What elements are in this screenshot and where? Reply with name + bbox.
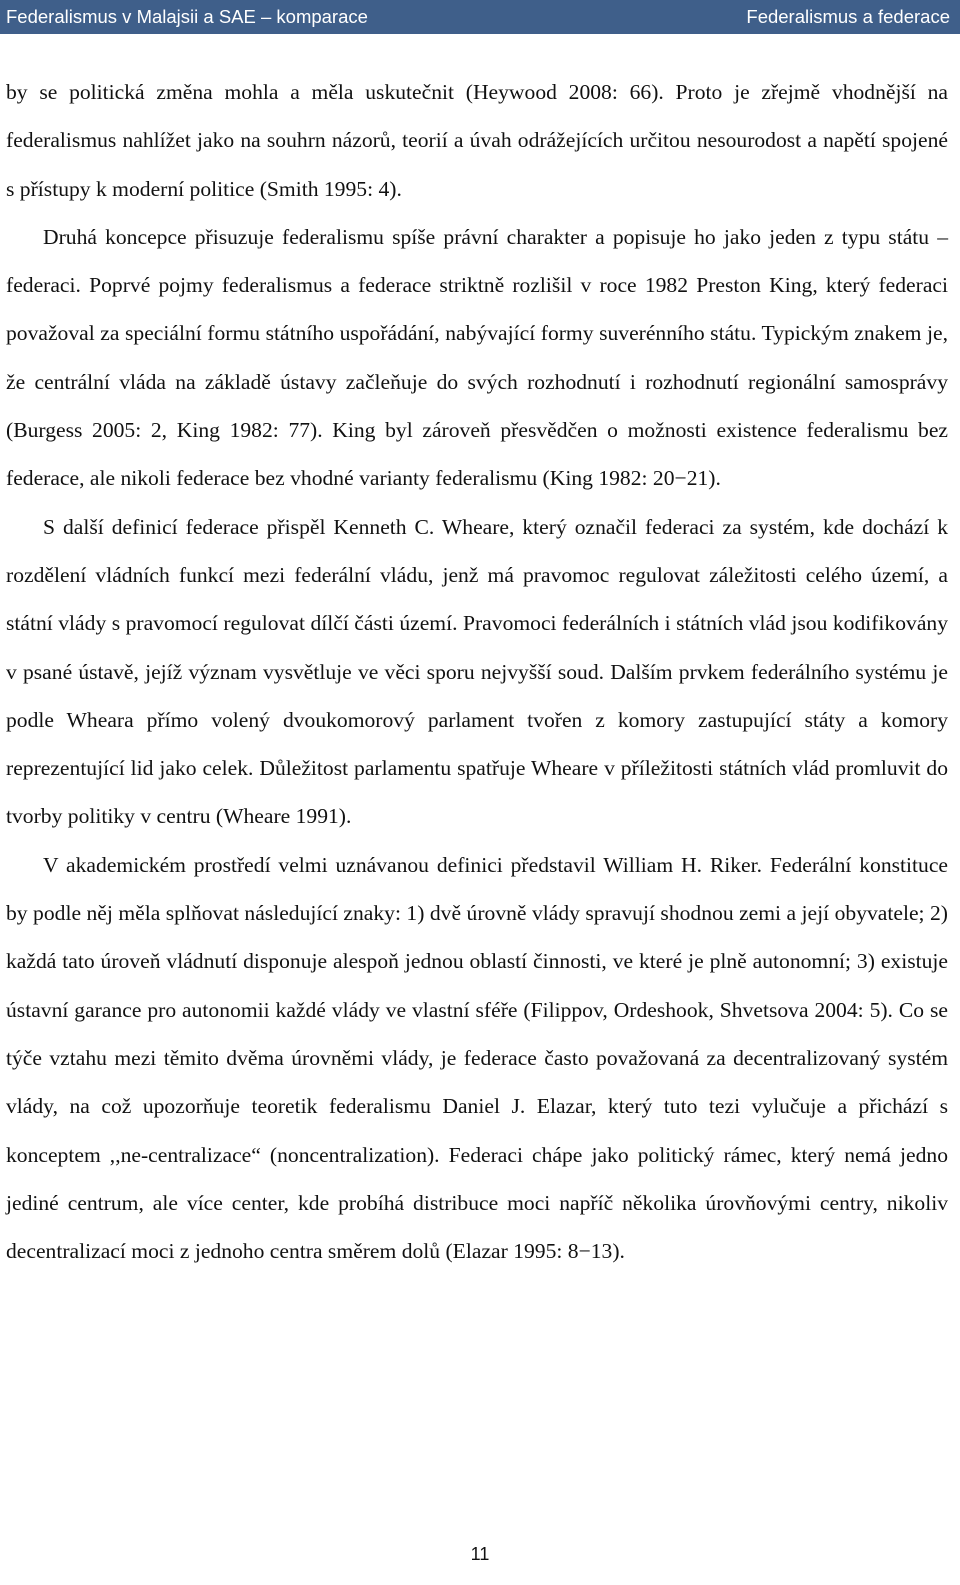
body-text — [6, 68, 948, 1275]
page-number: 11 — [470, 1544, 490, 1564]
header-right-title: Federalismus a federace — [746, 6, 950, 27]
header-left-title: Federalismus v Malajsii a SAE – komparace — [6, 6, 368, 27]
paragraph-4: V akademickém prostředí velmi uznávanou definici představil William H. Riker. Federální konstituce by podle něj měla splňovat následující znaky: 1) dvě úrovně vlády spravují shodnou zemi a její obyvatele; 2) každá tato úroveň vládnutí disponuje alespoň jednou oblastí činnosti, ve které je plně autonomní; 3) existuje ústavní garance pro autonomii každé vlády ve vlastní sféře (Filippov, Ordeshook, Shvetsova 2004: 5). Co se týče vztahu mezi těmito dvěma úrovněmi vlády, je federace často považovaná za decentralizovaný systém vlády, na což upozorňuje teoretik federalismu Daniel J. Elazar, který tuto tezi vylučuje a přichází s konceptem ,,ne-centralizace“ (noncentralization). Federaci chápe jako politický rámec, který nemá jedno jediné centrum, ale více center, kde probíhá distribuce moci napříč několika úrovňovými centry, nikoliv decentralizací moci z jednoho centra směrem dolů (Elazar 1995: 8−13). — [6, 852, 948, 1264]
paragraph-1: by se politická změna mohla a měla uskutečnit (Heywood 2008: 66). Proto je zřejmě vhodnější na federalismus nahlížet jako na souhrn názorů, teorií a úvah odrážejících určitou nesourodost a napětí spojené s přístupy k moderní politice (Smith 1995: 4). — [6, 80, 948, 201]
paragraph-3: S další definicí federace přispěl Kenneth C. Wheare, který označil federaci za systém, kde dochází k rozdělení vládních funkcí mezi federální vládu, jenž má pravomoc regulovat záležitosti celého území, a státní vlády s pravomocí regulovat dílčí části území. Pravomoci federálních i státních vlád jsou kodifikovány v psané ústavě, jejíž význam vysvětluje ve věci sporu nejvyšší soud. Dalším prvkem federálního systému je podle Wheara přímo volený dvoukomorový parlament tvořen z komory zastupující státy a komory reprezentující lid jako celek. Důležitost parlamentu spatřuje Wheare v příležitosti státních vlád promluvit do tvorby politiky v centru (Wheare 1991). — [6, 514, 948, 829]
running-header — [0, 0, 960, 34]
paragraph-2: Druhá koncepce přisuzuje federalismu spíše právní charakter a popisuje ho jako jeden z typu státu – federaci. Poprvé pojmy federalismus a federace striktně rozlišil v roce 1982 Preston King, který federaci považoval za speciální formu státního uspořádání, nabývající formy suverénního státu. Typickým znakem je, že centrální vláda na základě ústavy začleňuje do svých rozhodnutí i rozhodnutí regionální samosprávy (Burgess 2005: 2, King 1982: 77). King byl zároveň přesvědčen o možnosti existence federalismu bez federace, ale nikoli federace bez vhodné varianty federalismu (King 1982: 20−21). — [6, 224, 948, 491]
